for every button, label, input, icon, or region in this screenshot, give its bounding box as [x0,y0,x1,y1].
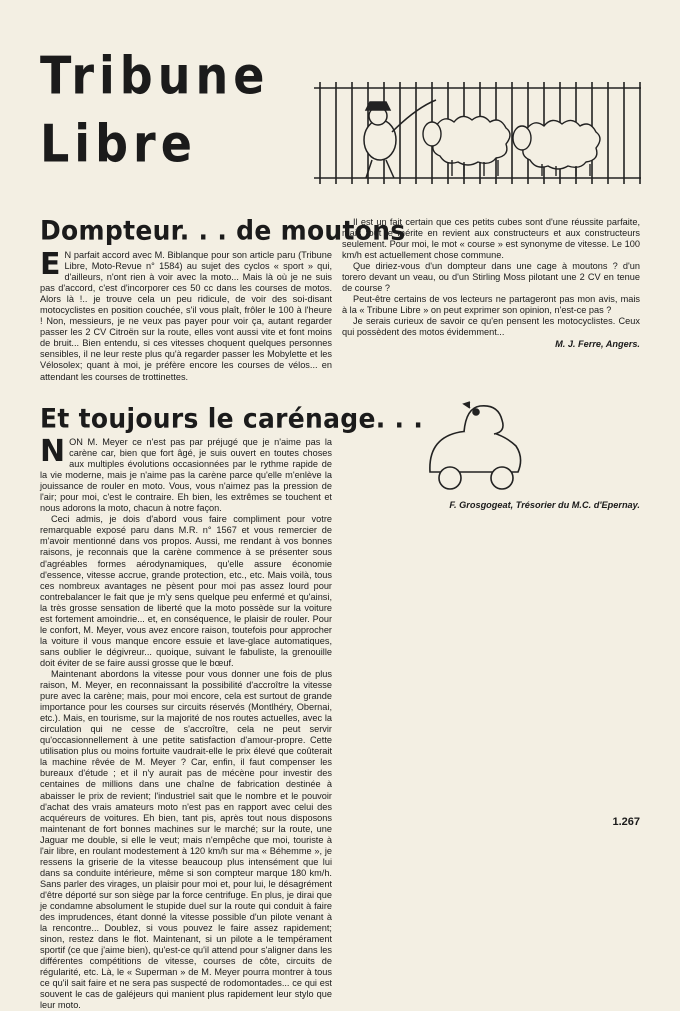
article-1-title: Dompteur. . . de moutons [40,214,406,247]
article-2-signature: F. Grosgogeat, Trésorier du M.C. d'Epernay. [449,500,640,510]
sheep-cage-illustration [306,78,651,198]
article-2-paragraph: NON M. Meyer ce n'est pas par préjugé que je n'aime pas la carène car, bien que fort âgé, je suis ouvert en toutes choses aux multiples évolutions occasionnées par le rythme rapide de la vie moderne, mais je n'aime pas la carène parce qu'elle m'enlève la jouissance de rouler en moto. Vous, vous n'aimez pas la pression de l'air; pour moi, c'est le contraire. Eh bien, les extrêmes se touchent et nous adorons la moto, chacun à notre façon. [40,434,332,514]
article-2-column-right [342,500,640,511]
article-1-signature: M. J. Ferre, Angers. [555,338,640,349]
hen-car-icon [420,398,530,498]
article-1-paragraph: Il est un fait certain que ces petits cubes sont d'une réussite parfaite, mais tout le mérite en revient aux constructeurs et aux constructeurs seulement. Pour moi, le mot « course » est synonyme de vitesse. Le 100 km/h est actuellement chose commune. [342,217,640,261]
article-2-column-left [40,434,332,1011]
article-1-paragraph: Que diriez-vous d'un dompteur dans une cage à moutons ? d'un torero devant un veau, ou d'un Stirling Moss pilotant une 2 CV en tenue de course ? [342,261,640,294]
drop-cap: E [40,247,61,282]
sheep-cage-icon [306,78,651,198]
article-2-title: Et toujours le carénage. . . [40,402,424,435]
article-2-paragraph: Ceci admis, je dois d'abord vous faire compliment pour votre remarquable exposé paru dans M.R. n° 1567 et vous remercier de m'avoir mentionné dans vos propos. Aussi, me rendant à vos bonnes raisons, je reconnais que la carène commence à se présenter sous d'agréables formes aérodynamiques, qu'elle assure économie d'essence, vitesse accrue, grande protection, etc., etc. Mais voilà, tous ces nombreux avantages ne pèsent pour moi pas assez lourd pour contrebalancer le fait que je m'y sens quelque peu enfermé et qu'ainsi, la très grosse sensation de liberté que la moto possède sur la voiture est fortement amoindrie... et, en conséquence, le plaisir de rouler. Pour le confort, M. Meyer, vous avez encore raison, toutefois pour approcher la voiture il vous manque encore essuie et lave-glace automatiques, sans oublier le dégivreur... quoique, suivant le fabuliste, la grenouille doit éviter de se faire aussi grosse que le bœuf. [40,514,332,668]
masthead-line-2: Libre [40,113,197,174]
car-illustration [420,398,530,498]
article-1-paragraph: Peut-être certains de vos lecteurs ne partageront pas mon avis, mais à la « Tribune Libre » on peut exprimer son opinion, n'est-ce pas ? [342,294,640,316]
article-2-paragraph: Maintenant abordons la vitesse pour vous donner une fois de plus raison, M. Meyer, en reconnaissant la possibilité d'accroître la vitesse pure avec la carène; mais, pour moi encore, cela est surtout de grande importance pour les courses sur circuits réservés (Montlhéry, Obernai, etc.). Mais, en tourisme, sur la majorité de nos routes actuelles, avec la circulation qui ne cesse de s'accroître, cela ne peut servir qu'occasionnellement à une petite satisfaction d'amour-propre. Cette utilisation plus ou moins fortuite vaudrait-elle le prix élevé que coûterait la machine rêvée de M. Meyer ? Car, enfin, il faut compenser les bureaux d'étude ; et il n'y aurait pas de mécène pour investir des centaines de millions dans une chaîne de fabrication destinée à abaisser le prix de revient; l'industriel sait que le nombre et le pouvoir d'achat des vrais amateurs moto n'est pas en rapport avec celui des acquéreurs de voitures. Eh bien, tant pis, après tout nous disposons maintenant de fort bonnes machines sur le marché; sur la route, une Jaguar me double, si elle le veut; mais n'empêche que moi, touriste à l'air libre, en roulant modestement à 120 km/h sur ma « Béhemme », je ressens la griserie de la vitesse beaucoup plus intensément que lui dans sa conduite intérieure, même si son compteur marque 180 km/h. Sans parler des virages, un plaisir pour moi et, pour lui, le désagrément d'être déporté sur son siège par la force centrifuge. En plus, je dirai que je condamne absolument le stupide duel sur la route qui conduit à faire des imprudences, étant donné la vitesse possible d'un pilote venant à la rencontre... Doublez, si vous pouvez le faire assez rapidement; sinon, restez dans le flot. Maintenant, si un pilote a le tempérament sportif (ce que j'aime bien), qu'est-ce qu'il attend pour s'aligner dans les différentes compétitions de vitesse, courses de côte, circuits de régularité, etc. Là, le « Superman » de M. Meyer pourra montrer à tous ce qu'il sait faire et ne sera pas suspecté de rodomontades... ce qui est souvent le cas de galéjeurs qui manient plus rapidement leur stylo que leur moto. [40,668,332,1011]
article-1-column-right [342,217,640,350]
drop-cap: N [40,434,66,469]
article-1-paragraph: E N parfait accord avec M. Biblanque pour son article paru (Tribune Libre, Moto-Revue n° 1584) au sujet des cyclos « sport » qui, d'ailleurs, n'ont rien à voir avec la moto... Mais là où je ne suis pas d'accord, c'est d'incorporer ces 50 cc dans les courses de motos. Alors là !.. je trouve cela un peu ridicule, de voir des soi-disant motocyclistes en position couchée, s'il vous plaît, frôler le 100 à l'heure ! Non, messieurs, je ne veux pas payer pour voir ça, autant regarder passer les 2 CV Citroën sur la route, elles vont aussi vite et font moins de bruit... Bien entendu, si ces vitesses choquent quelques personnes sensibles, il ne leur reste plus qu'à regarder passer les Mobylette et les Vélosolex; quant à moi, je préfère encore les courses de vélos... en attendant les courses de trottinettes. [40,247,332,382]
masthead-line-1: Tribune [40,45,270,106]
page-number: 1.267 [612,816,640,828]
masthead [40,45,270,174]
article-1-column-left [40,247,332,390]
article-1-paragraph: Je serais curieux de savoir ce qu'en pensent les motocyclistes. Ceux qui possèdent des motos évidemment... [342,316,640,338]
